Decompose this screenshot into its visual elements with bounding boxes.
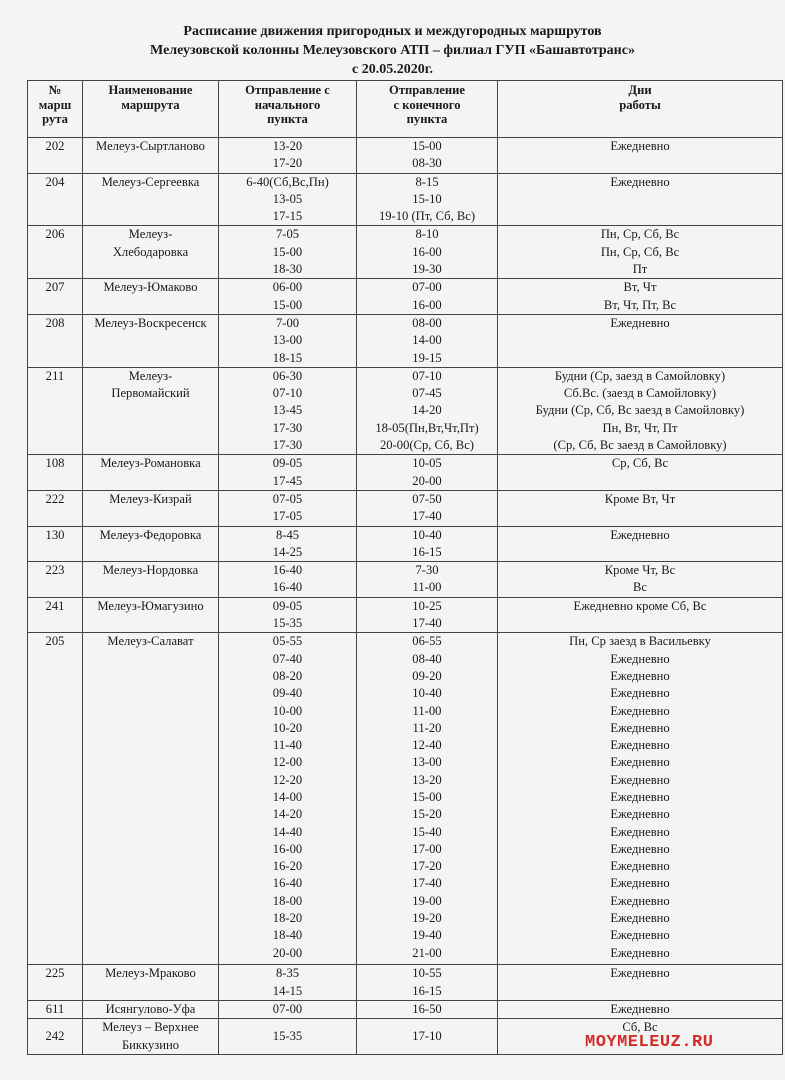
route-name-line: Мелеуз- xyxy=(128,227,173,242)
route-name-line: Мелеуз-Юмаково xyxy=(103,280,198,295)
departure-end-line: 7-30 xyxy=(415,563,439,578)
operating-days-line: (Ср, Сб, Вс заезд в Самойловку) xyxy=(553,438,727,453)
route-name xyxy=(83,455,219,491)
operating-days-line: Ежедневно xyxy=(610,668,670,683)
departure-end-line: 08-40 xyxy=(412,651,442,666)
table-row xyxy=(28,173,783,226)
operating-days-line: Пн, Ср, Сб, Вс xyxy=(600,244,680,259)
route-name xyxy=(83,633,219,965)
operating-days-line: Пн, Вт, Чт, Пт xyxy=(602,420,678,435)
departure-start-line: 16-40 xyxy=(272,876,303,891)
route-name xyxy=(83,562,219,598)
route-name-line: Мелеуз-Нордовка xyxy=(102,563,199,578)
departure-end-line: 21-00 xyxy=(412,945,442,960)
departure-start-line: 10-20 xyxy=(272,720,303,735)
route-name-line: Исянгулово-Уфа xyxy=(105,1001,196,1016)
operating-days-line: Ежедневно xyxy=(610,945,670,960)
operating-days-line: Пн, Ср, Сб, Вс xyxy=(600,227,680,242)
operating-days-line: Ежедневно xyxy=(610,527,670,542)
departure-end-line: 07-10 xyxy=(412,368,442,383)
route-number: 611 xyxy=(28,1000,83,1018)
departure-start-line: 14-00 xyxy=(272,789,303,804)
route-name xyxy=(83,490,219,526)
departure-end-line: 14-00 xyxy=(412,333,442,348)
title-line-1: Расписание движения пригородных и междугородных маршрутов xyxy=(183,24,602,39)
departure-start xyxy=(219,633,357,965)
table-row xyxy=(28,562,783,598)
operating-days-line: Ежедневно xyxy=(610,824,670,839)
departure-end xyxy=(357,490,498,526)
site-watermark: MOYMELEUZ.RU xyxy=(585,1033,714,1052)
departure-start-line: 07-00 xyxy=(272,1001,303,1016)
table-row xyxy=(28,367,783,454)
operating-days xyxy=(498,1000,783,1018)
route-number: 223 xyxy=(28,562,83,598)
route-number: 207 xyxy=(28,279,83,315)
operating-days-line: Кроме Вт, Чт xyxy=(604,491,676,506)
operating-days-line: Ежедневно xyxy=(610,876,670,891)
table-row xyxy=(28,314,783,367)
route-name-line: Мелеуз-Кизрай xyxy=(109,491,192,506)
operating-days xyxy=(498,562,783,598)
route-name-line: Мелеуз-Юмагузино xyxy=(97,598,204,613)
col-header-name xyxy=(83,81,219,138)
departure-start-line: 09-05 xyxy=(272,456,303,471)
departure-end-line: 17-40 xyxy=(412,616,442,631)
operating-days xyxy=(498,173,783,226)
departure-start-line: 07-05 xyxy=(272,491,303,506)
route-name-line: Биккузино xyxy=(121,1037,180,1052)
operating-days-line: Ежедневно xyxy=(610,859,670,874)
operating-days-line: Сб.Вс. (заезд в Самойловку) xyxy=(563,386,717,401)
departure-end-line: 15-10 xyxy=(412,191,442,206)
departure-end-line: 07-00 xyxy=(412,280,442,295)
departure-start-line: 6-40(Сб,Вс,Пн) xyxy=(246,174,329,189)
departure-end-line: 13-00 xyxy=(412,755,442,770)
departure-end-line: 15-00 xyxy=(412,139,442,153)
operating-days-line: Сб, Вс xyxy=(622,1020,658,1035)
table-row xyxy=(28,1000,783,1018)
operating-days-line: Вт, Чт xyxy=(623,280,657,295)
route-number: 208 xyxy=(28,314,83,367)
route-number: 206 xyxy=(28,226,83,279)
departure-start xyxy=(219,597,357,633)
departure-end xyxy=(357,597,498,633)
operating-days-line: Ежедневно xyxy=(610,686,670,701)
col-header-text: работы xyxy=(619,97,661,112)
departure-end-line: 07-50 xyxy=(412,491,442,506)
route-number: 205 xyxy=(28,633,83,965)
departure-end-line: 12-40 xyxy=(412,738,442,753)
col-header-text: с конечного xyxy=(393,97,461,112)
departure-start-line: 18-15 xyxy=(272,350,303,365)
departure-start-line: 14-25 xyxy=(272,544,303,559)
table-row xyxy=(28,526,783,562)
operating-days xyxy=(498,490,783,526)
operating-days-line: Будни (Ср, заезд в Самойловку) xyxy=(554,368,726,383)
operating-days-line: Ежедневно xyxy=(610,755,670,770)
departure-start-line: 18-20 xyxy=(272,911,303,926)
route-name xyxy=(83,226,219,279)
route-name xyxy=(83,965,219,1001)
departure-end-line: 09-20 xyxy=(412,668,442,683)
operating-days-line: Ежедневно xyxy=(610,893,670,908)
operating-days-line: Ежедневно xyxy=(610,966,670,981)
col-header-text: Дни xyxy=(628,83,652,97)
departure-start xyxy=(219,173,357,226)
departure-end xyxy=(357,562,498,598)
departure-end-line: 17-40 xyxy=(412,509,442,524)
departure-start-line: 8-35 xyxy=(275,966,300,981)
col-header-text: пункта xyxy=(267,112,308,126)
operating-days-line: Вт, Чт, Пт, Вс xyxy=(603,297,677,312)
table-row xyxy=(28,279,783,315)
departure-start-line: 13-20 xyxy=(272,139,303,153)
departure-start-line: 7-05 xyxy=(275,227,300,242)
route-name-line: Мелеуз-Мраково xyxy=(105,966,196,981)
departure-start-line: 06-30 xyxy=(272,368,303,383)
departure-start xyxy=(219,314,357,367)
departure-end xyxy=(357,173,498,226)
route-name xyxy=(83,1000,219,1018)
departure-end-line: 19-15 xyxy=(412,350,442,365)
departure-start xyxy=(219,562,357,598)
departure-start-line: 16-20 xyxy=(272,859,303,874)
departure-end xyxy=(357,367,498,454)
departure-start-line: 17-45 xyxy=(272,473,303,488)
operating-days-line: Ежедневно xyxy=(610,1001,670,1016)
departure-start-line: 09-40 xyxy=(272,686,303,701)
route-number: 202 xyxy=(28,138,83,174)
col-header-text: рута xyxy=(42,112,68,126)
col-header-text: начального xyxy=(254,97,321,112)
col-header-dep-start xyxy=(219,81,357,138)
departure-start-line: 13-05 xyxy=(272,191,303,206)
route-name-line: Мелеуз-Сыртланово xyxy=(96,139,205,153)
departure-start-line: 06-00 xyxy=(272,280,303,295)
departure-start-line: 18-00 xyxy=(272,893,303,908)
departure-start-line: 14-20 xyxy=(272,807,303,822)
departure-end xyxy=(357,1019,498,1055)
departure-end xyxy=(357,455,498,491)
departure-start-line: 18-30 xyxy=(272,262,303,277)
departure-start-line: 12-20 xyxy=(272,772,303,787)
col-header-dep-end xyxy=(357,81,498,138)
departure-start-line: 15-00 xyxy=(272,244,303,259)
operating-days xyxy=(498,367,783,454)
table-row xyxy=(28,455,783,491)
operating-days-line: Ежедневно кроме Сб, Вс xyxy=(573,598,707,613)
title-line-3: с 20.05.2020г. xyxy=(352,62,433,77)
departure-start xyxy=(219,526,357,562)
table-row xyxy=(28,633,783,965)
departure-start xyxy=(219,367,357,454)
departure-start-line: 14-15 xyxy=(272,983,303,998)
operating-days xyxy=(498,138,783,174)
departure-end-line: 17-40 xyxy=(412,876,442,891)
table-row xyxy=(28,597,783,633)
operating-days xyxy=(498,314,783,367)
operating-days-line: Ср, Сб, Вс xyxy=(611,456,669,471)
departure-start xyxy=(219,226,357,279)
table-header-row xyxy=(28,81,783,138)
departure-end-line: 8-10 xyxy=(415,227,439,242)
operating-days-line: Кроме Чт, Вс xyxy=(604,563,676,578)
operating-days-line: Будни (Ср, Сб, Вс заезд в Самойловку) xyxy=(535,403,745,418)
departure-end-line: 10-40 xyxy=(412,527,442,542)
departure-end-line: 15-20 xyxy=(412,807,442,822)
col-header-text: пункта xyxy=(406,112,448,126)
departure-end-line: 13-20 xyxy=(412,772,442,787)
departure-end-line: 10-05 xyxy=(412,456,442,471)
operating-days-line: Ежедневно xyxy=(610,651,670,666)
document-title xyxy=(0,22,785,79)
departure-end xyxy=(357,226,498,279)
departure-end-line: 17-10 xyxy=(412,1028,442,1043)
departure-end xyxy=(357,138,498,174)
col-header-num xyxy=(28,81,83,138)
table-row xyxy=(28,490,783,526)
departure-start-line: 15-00 xyxy=(272,297,303,312)
route-name-line: Мелеуз-Федоровка xyxy=(99,527,202,542)
departure-start xyxy=(219,455,357,491)
departure-end-line: 19-30 xyxy=(412,262,442,277)
route-number: 225 xyxy=(28,965,83,1001)
departure-start-line: 07-10 xyxy=(272,386,303,401)
departure-start-line: 15-35 xyxy=(272,1028,303,1043)
route-name xyxy=(83,367,219,454)
departure-end-line: 17-20 xyxy=(412,859,442,874)
departure-end-line: 20-00(Ср, Сб, Вс) xyxy=(379,438,474,453)
operating-days xyxy=(498,633,783,965)
departure-end-line: 8-15 xyxy=(415,174,439,189)
departure-start-line: 18-40 xyxy=(272,928,303,943)
departure-end-line: 14-20 xyxy=(412,403,442,418)
departure-start-line: 13-00 xyxy=(272,333,303,348)
departure-end-line: 08-00 xyxy=(412,315,442,330)
col-header-text: марш xyxy=(38,97,72,112)
departure-end-line: 06-55 xyxy=(412,634,442,649)
departure-start-line: 16-00 xyxy=(272,841,303,856)
operating-days-line: Ежедневно xyxy=(610,928,670,943)
departure-start-line: 17-30 xyxy=(272,420,303,435)
departure-start-line: 8-45 xyxy=(275,527,300,542)
departure-start-line: 16-40 xyxy=(272,580,303,595)
col-header-text: Отправление с xyxy=(245,83,330,97)
col-header-days xyxy=(498,81,783,138)
departure-end-line: 19-00 xyxy=(412,893,442,908)
title-line-2: Мелеузовской колонны Мелеузовского АТП – филиал ГУП «Башавтотранс» xyxy=(150,43,635,58)
departure-start-line: 10-00 xyxy=(272,703,303,718)
operating-days-line: Ежедневно xyxy=(610,703,670,718)
operating-days-line: Ежедневно xyxy=(610,772,670,787)
departure-end-line: 19-20 xyxy=(412,911,442,926)
departure-end-line: 16-15 xyxy=(412,544,442,559)
departure-start xyxy=(219,1000,357,1018)
operating-days xyxy=(498,965,783,1001)
departure-end-line: 16-15 xyxy=(412,983,442,998)
departure-start xyxy=(219,1019,357,1055)
departure-end xyxy=(357,314,498,367)
departure-start-line: 15-35 xyxy=(272,616,303,631)
route-name xyxy=(83,173,219,226)
operating-days xyxy=(498,597,783,633)
departure-start xyxy=(219,138,357,174)
departure-start-line: 17-20 xyxy=(272,156,303,171)
operating-days-line: Ежедневно xyxy=(610,911,670,926)
departure-start-line: 20-00 xyxy=(272,945,303,960)
departure-start-line: 7-00 xyxy=(275,315,300,330)
departure-start-line: 17-05 xyxy=(272,509,303,524)
departure-start-line: 08-20 xyxy=(272,668,303,683)
departure-end-line: 07-45 xyxy=(412,386,442,401)
operating-days-line: Пт xyxy=(632,262,648,277)
col-header-text: № xyxy=(48,83,62,97)
operating-days-line: Ежедневно xyxy=(610,139,670,153)
departure-start-line: 07-40 xyxy=(272,651,303,666)
route-number: 130 xyxy=(28,526,83,562)
departure-end-line: 17-00 xyxy=(412,841,442,856)
operating-days xyxy=(498,279,783,315)
operating-days xyxy=(498,455,783,491)
departure-start-line: 17-15 xyxy=(272,209,303,224)
operating-days-line: Ежедневно xyxy=(610,174,670,189)
departure-end-line: 16-00 xyxy=(412,244,442,259)
departure-start xyxy=(219,279,357,315)
schedule-table xyxy=(27,80,783,1055)
route-name xyxy=(83,279,219,315)
operating-days-line: Пн, Ср заезд в Васильевку xyxy=(569,634,711,649)
operating-days-line: Ежедневно xyxy=(610,315,670,330)
route-name xyxy=(83,138,219,174)
departure-end-line: 10-55 xyxy=(412,966,442,981)
route-number: 241 xyxy=(28,597,83,633)
departure-start xyxy=(219,490,357,526)
departure-end-line: 15-40 xyxy=(412,824,442,839)
route-name xyxy=(83,597,219,633)
operating-days-line: Ежедневно xyxy=(610,720,670,735)
departure-start-line: 12-00 xyxy=(272,755,303,770)
operating-days-line: Ежедневно xyxy=(610,841,670,856)
operating-days-line: Вс xyxy=(633,580,647,595)
route-number: 204 xyxy=(28,173,83,226)
departure-end-line: 08-30 xyxy=(412,156,442,171)
departure-end xyxy=(357,1000,498,1018)
departure-end-line: 11-20 xyxy=(412,720,442,735)
col-header-text: Отправление xyxy=(389,83,465,97)
route-number: 242 xyxy=(28,1019,83,1055)
departure-start-line: 05-55 xyxy=(272,634,303,649)
route-name-line: Мелеуз – Верхнее xyxy=(102,1020,199,1035)
departure-end-line: 16-00 xyxy=(412,297,442,312)
route-name-line: Мелеуз-Романовка xyxy=(100,456,201,471)
departure-end xyxy=(357,526,498,562)
route-name xyxy=(83,1019,219,1055)
col-header-text: Наименование xyxy=(108,83,193,97)
departure-end-line: 11-00 xyxy=(412,703,442,718)
departure-end-line: 19-40 xyxy=(412,928,442,943)
departure-start-line: 17-30 xyxy=(272,438,303,453)
departure-start xyxy=(219,965,357,1001)
route-name-line: Мелеуз-Сергеевка xyxy=(101,174,200,189)
departure-end-line: 18-05(Пн,Вт,Чт,Пт) xyxy=(375,420,479,435)
departure-end-line: 10-40 xyxy=(412,686,442,701)
route-name xyxy=(83,526,219,562)
departure-end xyxy=(357,633,498,965)
route-name-line: Мелеуз- xyxy=(128,368,173,383)
route-name-line: Мелеуз-Салават xyxy=(107,634,194,649)
departure-end xyxy=(357,279,498,315)
departure-end-line: 20-00 xyxy=(412,473,442,488)
route-name-line: Мелеуз-Воскресенск xyxy=(94,315,207,330)
operating-days xyxy=(498,526,783,562)
route-number: 222 xyxy=(28,490,83,526)
departure-start-line: 11-40 xyxy=(273,738,302,753)
departure-end-line: 11-00 xyxy=(412,580,442,595)
table-row xyxy=(28,138,783,174)
operating-days xyxy=(498,226,783,279)
route-number: 108 xyxy=(28,455,83,491)
col-header-text: маршрута xyxy=(121,97,180,112)
departure-start-line: 14-40 xyxy=(272,824,303,839)
table-row xyxy=(28,965,783,1001)
route-name-line: Первомайский xyxy=(111,386,190,401)
operating-days-line: Ежедневно xyxy=(610,807,670,822)
departure-start-line: 13-45 xyxy=(272,403,303,418)
operating-days-line: Ежедневно xyxy=(610,738,670,753)
departure-end-line: 19-10 (Пт, Сб, Вс) xyxy=(378,209,476,224)
route-number: 211 xyxy=(28,367,83,454)
departure-end-line: 10-25 xyxy=(412,598,442,613)
departure-start-line: 09-05 xyxy=(272,598,303,613)
table-row xyxy=(28,226,783,279)
departure-end-line: 15-00 xyxy=(412,789,442,804)
departure-start-line: 16-40 xyxy=(272,563,303,578)
departure-end xyxy=(357,965,498,1001)
route-name xyxy=(83,314,219,367)
route-name-line: Хлебодаровка xyxy=(112,244,189,259)
departure-end-line: 16-50 xyxy=(412,1001,442,1016)
operating-days-line: Ежедневно xyxy=(610,789,670,804)
